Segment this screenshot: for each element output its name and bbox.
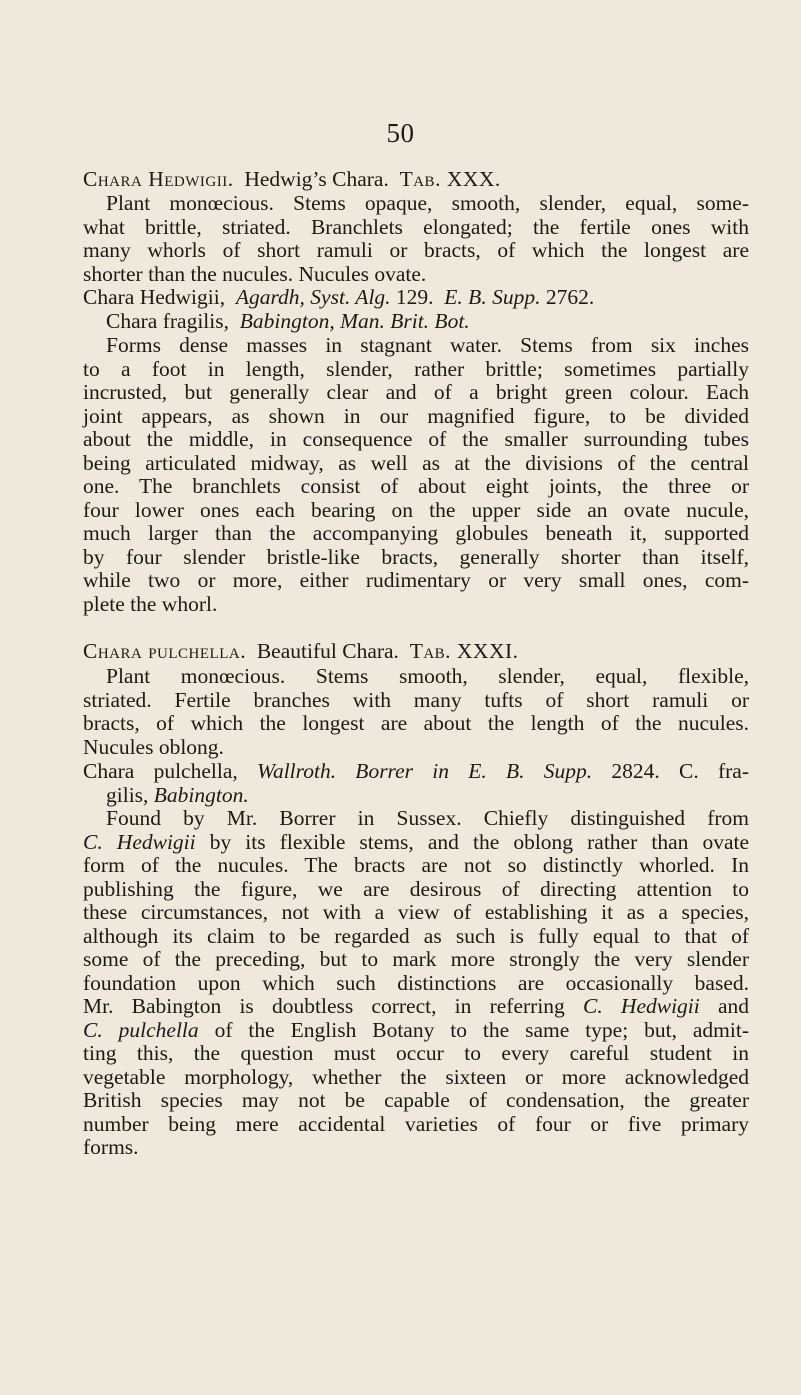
text-line xyxy=(83,1019,749,1043)
text-line: foundation upon which such distinctions are occasionally based. xyxy=(83,970,749,995)
text-line: what brittle, striated. Branchlets elongated; the fertile ones with xyxy=(83,214,749,239)
text-line: Forms dense masses in stagnant water. Stems from six inches xyxy=(106,333,749,357)
text-line: British species may not be capable of condensation, the greater xyxy=(83,1088,749,1112)
text-line: while two or more, either rudimentary or very small ones, com- xyxy=(83,568,749,592)
text-line: Nucules oblong. xyxy=(83,734,224,759)
text-line: being articulated midway, as well as at the divisions of the central xyxy=(83,450,749,475)
synonyms xyxy=(83,286,749,333)
common-name: Beautiful Chara. xyxy=(256,639,399,663)
text-line: striated. Fertile branches with many tufts of short ramuli or xyxy=(83,687,749,712)
common-name: Hedwig’s Chara. xyxy=(244,167,389,191)
page-number: 50 xyxy=(386,118,415,148)
synonym-authority: E. B. Supp. xyxy=(444,285,541,309)
text-line: incrusted, but generally clear and of a bright green colour. Each xyxy=(83,380,749,404)
text-line: bracts, of which the longest are about the length of the nucules. xyxy=(83,711,749,735)
text-line: to a foot in length, slender, rather brittle; sometimes partially xyxy=(83,356,749,381)
synonym-name: Chara Hedwigii, xyxy=(83,285,226,309)
text-line: by four slender bristle-like bracts, generally shorter than itself, xyxy=(83,544,749,569)
text-line: Plant monœcious. Stems smooth, slender, equal, flexible, xyxy=(106,664,749,688)
text-run: of the English Botany to the same type; but, admit- xyxy=(214,1017,750,1042)
text-line: many whorls of short ramuli or bracts, of which the longest are xyxy=(83,238,749,262)
text-line: vegetable morphology, whether the sixteen or more acknowledged xyxy=(83,1064,749,1089)
text-run: and xyxy=(717,994,749,1018)
body-text xyxy=(83,334,749,616)
species-ref: C. Hedwigii xyxy=(83,829,196,854)
text-line: Plant monœcious. Stems opaque, smooth, slender, equal, some- xyxy=(106,191,749,215)
synonym-name: Chara fragilis, xyxy=(106,308,229,333)
entry-chara-hedwigii xyxy=(83,168,749,192)
plate-reference: Tab. XXXI. xyxy=(409,639,519,663)
text-line: about the middle, in consequence of the smaller surrounding tubes xyxy=(83,427,749,451)
text-line: shorter than the nucules. Nucules ovate. xyxy=(83,261,427,286)
text-line: some of the preceding, but to mark more strongly the very slender xyxy=(83,947,749,971)
text-line: one. The branchlets consist of about eight joints, the three or xyxy=(83,474,749,498)
synonym-line xyxy=(83,760,749,784)
text-line: joint appears, as shown in our magnified figure, to be divided xyxy=(83,403,749,428)
synonym-line xyxy=(83,286,749,310)
text-line xyxy=(83,995,749,1019)
text-line: although its claim to be regarded as such is fully equal to that of xyxy=(83,923,749,948)
entry-chara-pulchella xyxy=(83,640,749,664)
synonym-line xyxy=(83,784,749,808)
text-line: form of the nucules. The bracts are not so distinctly whorled. In xyxy=(83,853,749,877)
text-line xyxy=(83,831,749,855)
text-line: these circumstances, not with a view of establishing it as a species, xyxy=(83,900,749,924)
synonym-authority: Agardh, Syst. Alg. xyxy=(235,285,391,309)
species-heading xyxy=(83,640,749,664)
text-line: publishing the figure, we are desirous of directing attention to xyxy=(83,876,749,901)
synonym-page: 2762. xyxy=(545,285,595,309)
description xyxy=(83,665,749,759)
synonym-page: 2824. C. fra- xyxy=(611,759,749,783)
synonyms xyxy=(83,760,749,807)
species-ref: C. Hedwigii xyxy=(583,994,700,1018)
species-name: Chara pulchella. xyxy=(83,639,247,663)
synonym-name: Chara pulchella, xyxy=(83,759,238,783)
plate-reference: Tab. XXX. xyxy=(399,167,501,191)
text-run: by its flexible stems, and the oblong rather than ovate xyxy=(209,829,749,854)
text-line: Found by Mr. Borrer in Sussex. Chiefly distinguished from xyxy=(106,806,749,830)
body-text xyxy=(83,807,749,1160)
synonym-authority: Babington. xyxy=(153,782,249,807)
synonym-authority: Wallroth. Borrer in E. B. Supp. xyxy=(257,759,593,783)
synonym-name: gilis, xyxy=(106,782,149,807)
text-line: plete the whorl. xyxy=(83,591,218,616)
species-heading xyxy=(83,168,749,192)
text-line: number being mere accidental varieties of four or five primary xyxy=(83,1111,749,1136)
description xyxy=(83,192,749,286)
text-line: forms. xyxy=(83,1135,139,1159)
text-run: Mr. Babington is doubtless correct, in referring xyxy=(83,994,565,1018)
synonym-authority: Babington, Man. Brit. Bot. xyxy=(239,308,470,333)
species-name: Chara Hedwigii. xyxy=(83,167,234,191)
text-line: much larger than the accompanying globules beneath it, supported xyxy=(83,521,749,545)
species-ref: C. pulchella xyxy=(83,1017,199,1042)
synonym-line xyxy=(83,310,749,334)
text-line: ting this, the question must occur to every careful student in xyxy=(83,1041,749,1065)
synonym-page: 129. xyxy=(395,285,434,309)
text-line: four lower ones each bearing on the upper side an ovate nucule, xyxy=(83,497,749,522)
